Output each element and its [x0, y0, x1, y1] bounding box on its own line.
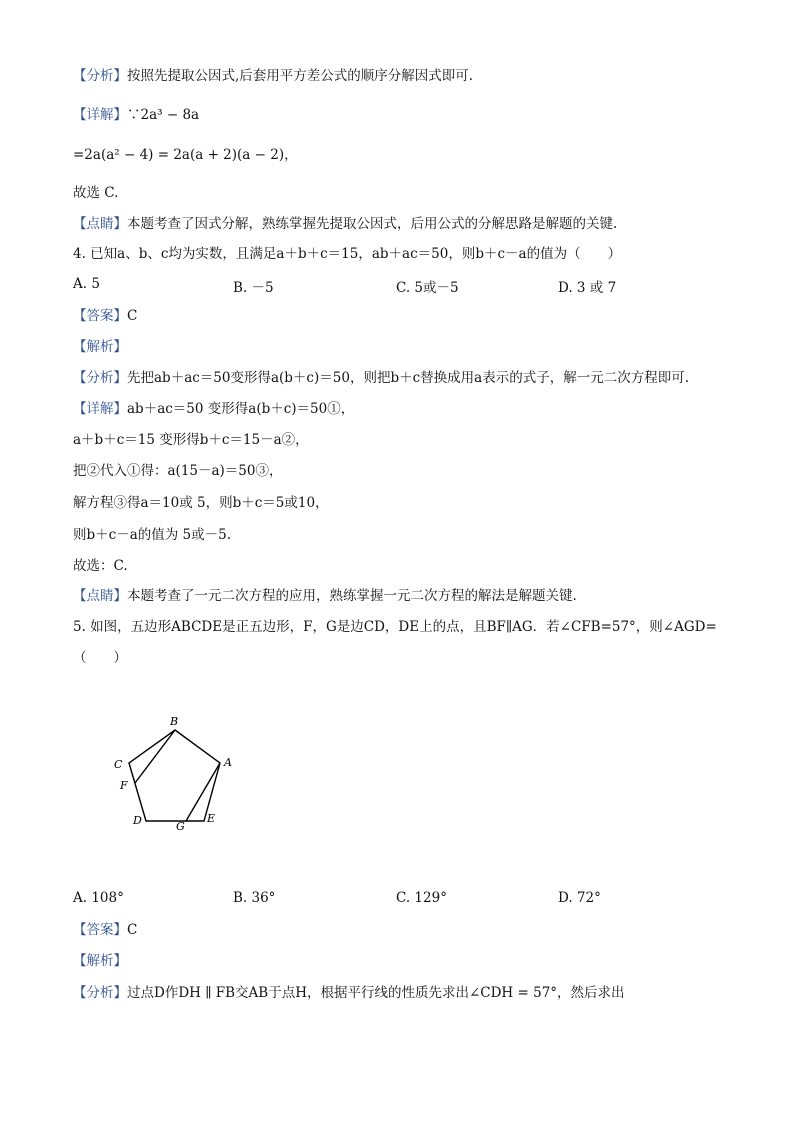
q5-option-c: C. 129°	[396, 890, 447, 906]
q4-option-b: B. －5	[233, 280, 274, 296]
analysis-tag: 【分析】	[73, 985, 127, 1001]
q4-step-1: a＋b＋c＝15 变形得b＋c＝15－a②，	[73, 432, 309, 448]
q4-option-c: C. 5或－5	[396, 280, 459, 296]
q4-option-d: D. 3 或 7	[558, 280, 617, 296]
q5-option-d: D. 72°	[558, 890, 601, 906]
comment-tag: 【点睛】	[73, 216, 127, 232]
q4-comment-line	[73, 587, 577, 605]
answer-tag: 【答案】	[73, 922, 127, 938]
q5-option-a: A. 108°	[73, 890, 124, 906]
q5-analysis-text: 过点D作DH ∥ FB交AB于点H，根据平行线的性质先求出∠CDH = 57°，然后求出	[127, 985, 625, 1001]
label-b: B	[170, 715, 179, 728]
q5-jiexi	[73, 952, 127, 970]
label-a: A	[224, 756, 232, 769]
comment-text: 本题考查了因式分解，熟练掌握先提取公因式，后用公式的分解思路是解题的关键.	[127, 216, 618, 232]
q5-stem-1: 5. 如图，五边形ABCDE是正五边形，F，G是边CD，DE上的点，且BF∥AG．若∠CFB=57°，则∠AGD=	[73, 619, 717, 635]
q4-option-a: A. 5	[73, 276, 100, 292]
q4-detail-text: ab＋ac＝50 变形得a(b＋c)＝50①，	[127, 401, 355, 417]
analysis-line	[73, 67, 473, 85]
detail-tag: 【详解】	[73, 107, 127, 123]
jiexi-tag: 【解析】	[73, 339, 127, 355]
q4-detail-line	[73, 400, 354, 418]
comment-tag: 【点睛】	[73, 588, 127, 604]
q4-jiexi	[73, 338, 127, 356]
detail-line	[73, 106, 199, 124]
analysis-text: 按照先提取公因式,后套用平方差公式的顺序分解因式即可.	[127, 68, 474, 84]
pentagon-shape	[129, 730, 220, 821]
q4-step-4: 则b＋c－a的值为 5或－5.	[73, 527, 232, 543]
analysis-tag: 【分析】	[73, 68, 127, 84]
q5-answer-line	[73, 921, 137, 939]
q5-option-b: B. 36°	[233, 890, 276, 906]
q4-answer: C	[127, 308, 138, 324]
q4-step-2: 把②代入①得：a(15－a)＝50③，	[73, 463, 283, 479]
jiexi-tag: 【解析】	[73, 953, 127, 969]
q4-comment-text: 本题考查了一元二次方程的应用，熟练掌握一元二次方程的解法是解题关键.	[127, 588, 577, 604]
label-g: G	[176, 820, 185, 833]
answer-tag: 【答案】	[73, 308, 127, 324]
q4-stem: 4. 已知a、b、c均为实数，且满足a＋b＋c＝15，ab＋ac＝50，则b＋c－a的值为（ ）	[73, 246, 622, 262]
q5-analysis-line	[73, 984, 625, 1002]
detail-tag: 【详解】	[73, 401, 127, 417]
detail-step: =2a(a² − 4) = 2a(a + 2)(a − 2)，	[73, 147, 298, 163]
q4-step-3: 解方程③得a＝10或 5，则b＋c＝5或10，	[73, 495, 329, 511]
label-f: F	[120, 779, 128, 792]
detail-text: ∵2a³ − 8a	[127, 107, 200, 123]
choose-line: 故选 C.	[73, 185, 119, 201]
label-c: C	[114, 758, 123, 771]
comment-line	[73, 215, 617, 233]
label-d: D	[133, 814, 142, 827]
analysis-tag: 【分析】	[73, 370, 127, 386]
q4-analysis-text: 先把ab＋ac＝50变形得a(b＋c)＝50，则把b＋c替换成用a表示的式子，解一元二次方程即可.	[127, 370, 689, 386]
q4-analysis-line	[73, 369, 689, 387]
segment-bf	[135, 730, 175, 783]
pentagon-figure	[105, 710, 245, 835]
q4-step-5: 故选：C.	[73, 558, 128, 574]
label-e: E	[207, 812, 216, 825]
q4-answer-line	[73, 307, 137, 325]
q5-answer: C	[127, 922, 138, 938]
q5-stem-2: （ ）	[73, 650, 127, 666]
